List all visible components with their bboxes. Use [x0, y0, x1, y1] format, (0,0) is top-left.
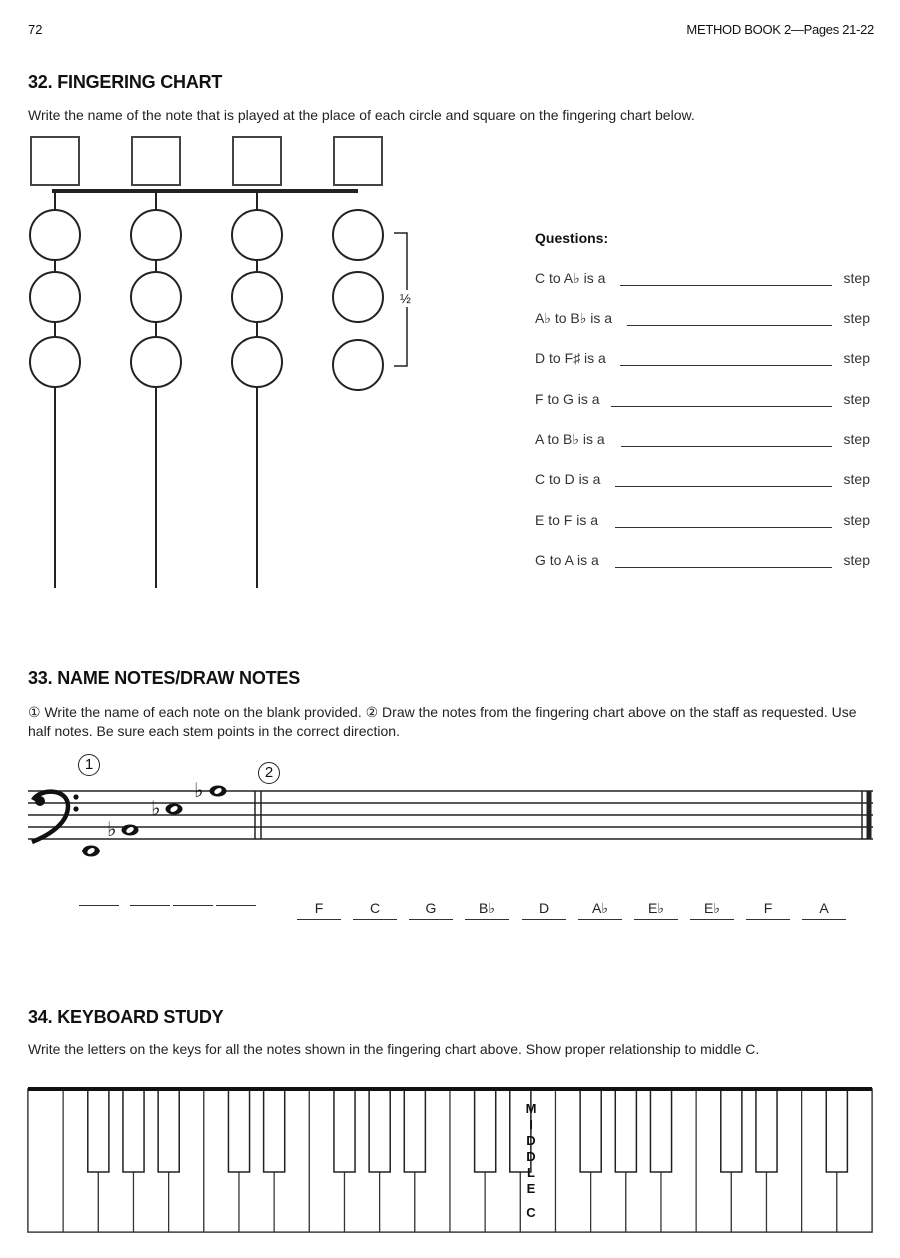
section-34-instruction: Write the letters on the keys for all the notes shown in the fingering chart above. Show proper relationship to middle C. — [28, 1041, 760, 1057]
question-suffix: step — [843, 512, 870, 528]
black-key[interactable] — [580, 1089, 601, 1172]
question-suffix: step — [843, 471, 870, 487]
black-key[interactable] — [369, 1089, 390, 1172]
half-step-label: ½ — [400, 291, 411, 306]
note-to-draw: E♭ — [704, 900, 720, 916]
black-key[interactable] — [475, 1089, 496, 1172]
middle-c-note: C — [526, 1205, 536, 1220]
book-reference: METHOD BOOK 2—Pages 21-22 — [686, 22, 874, 37]
note-to-draw: C — [369, 900, 381, 916]
svg-text:♭: ♭ — [107, 817, 117, 841]
section-33-title: 33. NAME NOTES/DRAW NOTES — [28, 668, 301, 688]
note-to-draw: D — [538, 900, 550, 916]
question-prompt: A♭ to B♭ is a — [535, 310, 613, 326]
black-key[interactable] — [88, 1089, 109, 1172]
question-prompt: F to G is a — [535, 391, 600, 407]
question-suffix: step — [843, 391, 870, 407]
note-to-draw: A — [819, 900, 829, 916]
section-32-instruction: Write the name of the note that is played at the place of each circle and square on the fingering chart below. — [28, 107, 695, 123]
black-key[interactable] — [158, 1089, 179, 1172]
section-32-title: 32. FINGERING CHART — [28, 72, 223, 92]
black-key[interactable] — [721, 1089, 742, 1172]
question-prompt: C to A♭ is a — [535, 270, 606, 286]
questions-heading: Questions: — [535, 230, 609, 246]
note-to-draw: F — [763, 900, 773, 916]
section-34-title: 34. KEYBOARD STUDY — [28, 1007, 224, 1027]
question-suffix: step — [843, 310, 870, 326]
question-suffix: step — [843, 350, 870, 366]
black-key[interactable] — [264, 1089, 285, 1172]
svg-text:♭: ♭ — [151, 796, 161, 820]
part-1-marker: 1 — [78, 754, 100, 776]
black-key[interactable] — [756, 1089, 777, 1172]
black-key[interactable] — [123, 1089, 144, 1172]
note-to-draw: A♭ — [592, 900, 608, 916]
question-suffix: step — [843, 431, 870, 447]
note-to-draw: E♭ — [648, 900, 664, 916]
black-key[interactable] — [228, 1089, 249, 1172]
middle-c-word-letters: MIDDLE — [525, 1101, 537, 1196]
note-to-draw: B♭ — [479, 900, 495, 916]
question-prompt: E to F is a — [535, 512, 599, 528]
question-suffix: step — [843, 552, 870, 568]
black-key[interactable] — [615, 1089, 636, 1172]
question-suffix: step — [843, 270, 870, 286]
question-prompt: G to A is a — [535, 552, 599, 568]
question-prompt: A to B♭ is a — [535, 431, 605, 447]
middle-c-word — [523, 1101, 539, 1197]
page-number: 72 — [28, 22, 43, 37]
question-prompt: C to D is a — [535, 471, 601, 487]
black-key[interactable] — [650, 1089, 671, 1172]
white-key[interactable] — [28, 1089, 63, 1232]
black-key[interactable] — [334, 1089, 355, 1172]
question-prompt: D to F♯ is a — [535, 350, 606, 366]
section-33-instruction: ① Write the name of each note on the blank provided. ② Draw the notes from the fingering chart above on the staff as requested. Use half notes. Be sure each stem points in the correct direction. — [28, 704, 857, 739]
black-key[interactable] — [404, 1089, 425, 1172]
part-2-marker: 2 — [258, 762, 280, 784]
note-to-draw: F — [314, 900, 324, 916]
svg-text:♭: ♭ — [194, 778, 204, 802]
black-key[interactable] — [826, 1089, 847, 1172]
note-to-draw: G — [425, 900, 437, 916]
